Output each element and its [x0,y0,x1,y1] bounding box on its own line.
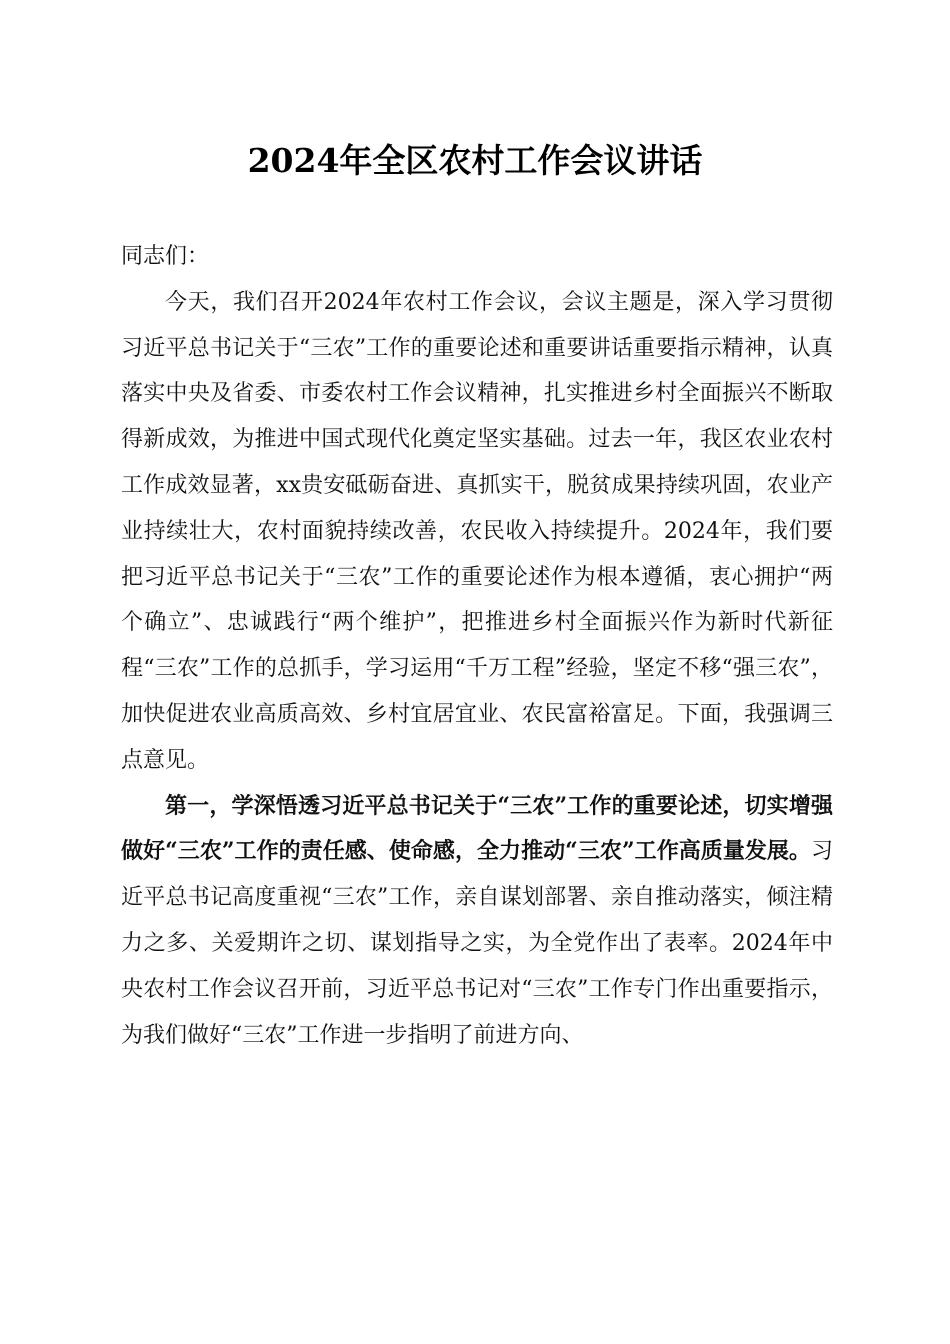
paragraph-first-point-lead: 第一，学深悟透习近平总书记关于“三农”工作的重要论述，切实增强做好“三农”工作的责任感、使命感，全力推动“三农”工作高质量发展。 [121,792,833,865]
paragraph-first-point [121,784,833,1059]
paragraph-opening: 今天，我们召开2024年农村工作会议，会议主题是，深入学习贯彻习近平总书记关于“三农”工作的重要论述和重要讲话重要指示精神，认真落实中央及省委、市委农村工作会议精神，扎实推进乡村全面振兴不断取得新成效，为推进中国式现代化奠定坚实基础。过去一年，我区农业农村工作成效显著，xx贵安砥砺奋进、真抓实干，脱贫成果持续巩固，农业产业持续壮大，农村面貌持续改善，农民收入持续提升。2024年，我们要把习近平总书记关于“三农”工作的重要论述作为根本遵循，衷心拥护“两个确立”、忠诚践行“两个维护”，把推进乡村全面振兴作为新时代新征程“三农”工作的总抓手，学习运用“千万工程”经验，坚定不移“强三农”，加快促进农业高质高效、乡村宜居宜业、农民富裕富足。下面，我强调三点意见。 [121,289,833,773]
document-body [121,234,833,1058]
paragraph-first-point-text: 习近平总书记高度重视“三农”工作，亲自谋划部署、亲自推动落实，倾注精力之多、关爱期许之切、谋划指导之实，为全党作出了表率。2024年中央农村工作会议召开前，习近平总书记对“三农”工作专门作出重要指示，为我们做好“三农”工作进一步指明了前进方向、 [121,839,833,1048]
document-title: 2024年全区农村工作会议讲话 [247,141,703,180]
salutation: 同志们： [121,244,210,269]
